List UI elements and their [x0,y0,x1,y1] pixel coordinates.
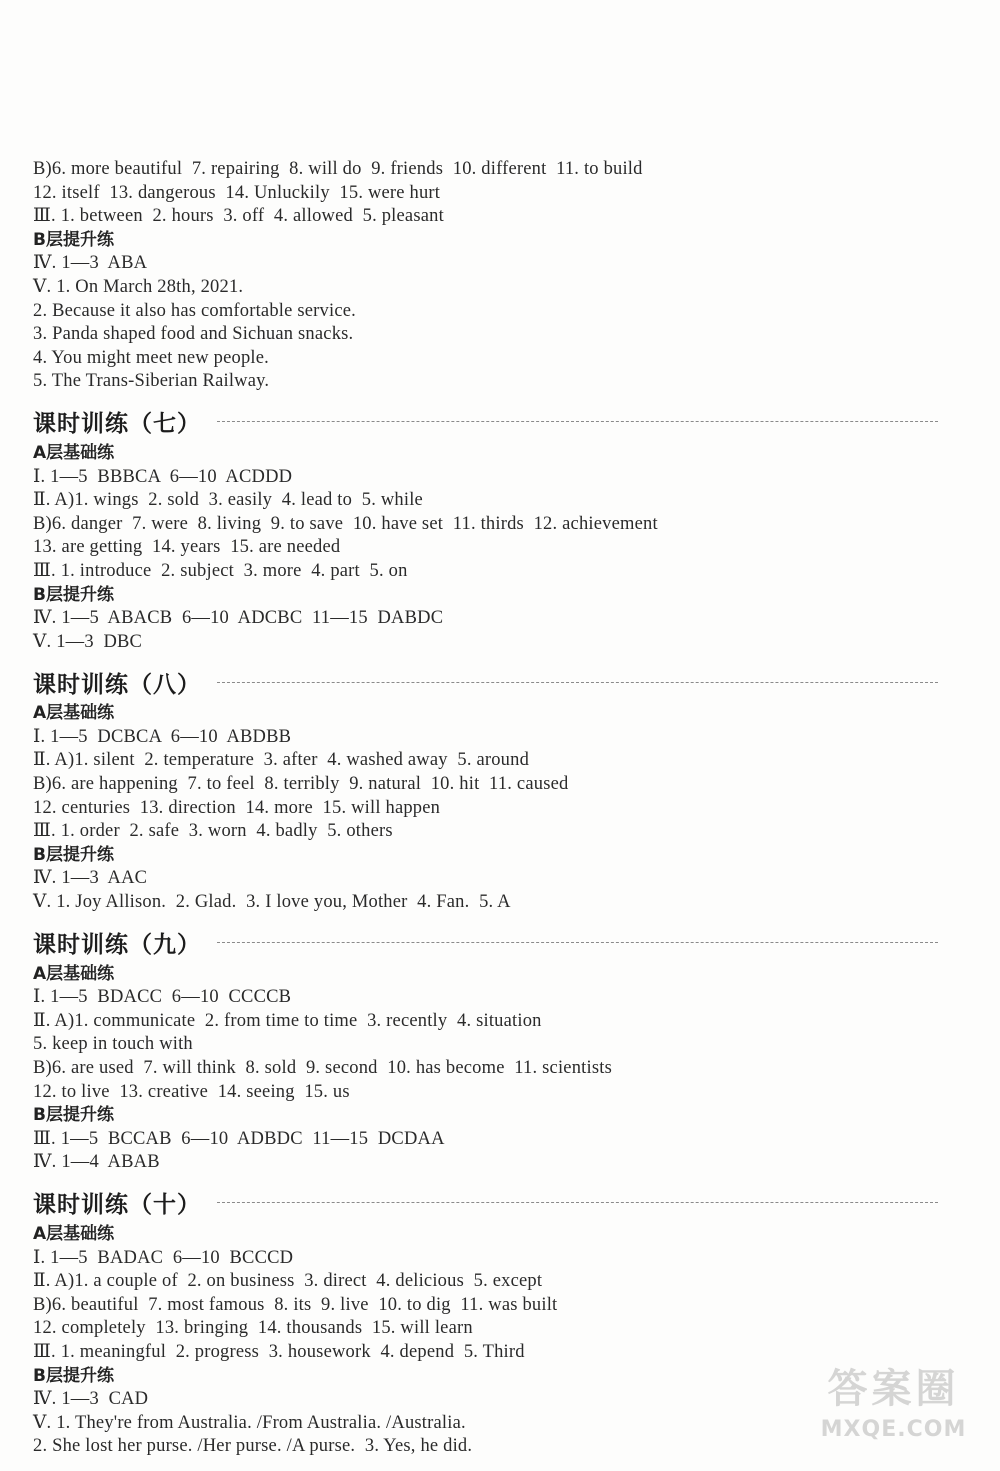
answer-line: Ⅲ. 1. between 2. hours 3. off 4. allowed 5. pleasant [33,206,444,227]
lesson-title: 课时训练（九） [33,932,201,959]
answer-line: 5. keep in touch with [33,1034,193,1055]
answer-line: Ⅴ. 1. They're from Australia. /From Australia. /Australia. [33,1412,466,1433]
answer-line: Ⅳ. 1—4 ABAB [33,1152,160,1173]
answer-line: Ⅰ. 1—5 BDACC 6—10 CCCCB [33,987,292,1008]
a-level-label: A层基础练 [33,442,115,463]
watermark-url: MXQE.COM [820,1417,967,1442]
answer-line: 4. You might meet new people. [33,347,270,368]
answer-line: Ⅲ. 1. meaningful 2. progress 3. housework 4. depend 5. Third [33,1341,525,1362]
answer-line: 2. She lost her purse. /Her purse. /A purse. 3. Yes, he did. [33,1436,473,1457]
b-level-label: B层提升练 [33,1105,114,1126]
b-level-label: B层提升练 [33,584,114,605]
top-block [33,158,938,394]
answer-line: Ⅳ. 1—3 AAC [33,868,148,889]
watermark-logo [801,1361,986,1461]
answer-line: 12. to live 13. creative 14. seeing 15. us [33,1081,350,1102]
a-level-label: A层基础练 [33,963,115,984]
answer-line: Ⅲ. 1. order 2. safe 3. worn 4. badly 5. others [33,821,393,842]
answer-line: Ⅰ. 1—5 BADAC 6—10 BCCCD [33,1247,294,1268]
answer-line: Ⅰ. 1—5 BBBCA 6—10 ACDDD [33,466,293,487]
lesson-8 [33,662,938,914]
a-level-label: A层基础练 [33,703,115,724]
lesson-title: 课时训练（十） [33,1192,201,1219]
answer-line: Ⅴ. 1. On March 28th, 2021. [33,276,244,297]
answer-line: B)6. are happening 7. to feel 8. terribly 9. natural 10. hit 11. caused [33,774,569,795]
answer-line: 12. completely 13. bringing 14. thousands 15. will learn [33,1318,473,1339]
answer-line: Ⅱ. A)1. communicate 2. from time to time 3. recently 4. situation [33,1010,542,1031]
lesson-7 [33,402,938,654]
answer-line: Ⅲ. 1. introduce 2. subject 3. more 4. part 5. on [33,560,408,581]
b-level-label: B层提升练 [33,844,114,865]
answer-line: 13. are getting 14. years 15. are needed [33,537,341,558]
lesson-title: 课时训练（七） [33,411,201,438]
answer-line: Ⅱ. A)1. a couple of 2. on business 3. direct 4. delicious 5. except [33,1271,543,1292]
answer-line: 12. centuries 13. direction 14. more 15. will happen [33,797,441,818]
dashed-divider [217,1202,938,1203]
a-level-label: A层基础练 [33,1223,115,1244]
answer-line: Ⅴ. 1—3 DBC [33,631,143,652]
answer-line: Ⅳ. 1—3 ABA [33,253,148,274]
answer-line: Ⅲ. 1—5 BCCAB 6—10 ADBDC 11—15 DCDAA [33,1128,445,1149]
watermark-logo-text: 答案圈 [827,1366,960,1412]
answer-line: Ⅱ. A)1. wings 2. sold 3. easily 4. lead to 5. while [33,490,423,511]
dashed-divider [217,421,938,422]
dashed-divider [217,682,938,683]
answer-line: Ⅳ. 1—3 CAD [33,1389,149,1410]
lesson-heading [33,923,938,963]
answer-line: 5. The Trans-Siberian Railway. [33,371,270,392]
answer-page [33,158,938,1459]
lesson-heading [33,662,938,702]
lesson-9 [33,923,938,1175]
answer-line: 12. itself 13. dangerous 14. Unluckily 15. were hurt [33,182,441,203]
answer-line: B)6. beautiful 7. most famous 8. its 9. live 10. to dig 11. was built [33,1294,558,1315]
answer-line: Ⅱ. A)1. silent 2. temperature 3. after 4. washed away 5. around [33,750,530,771]
answer-line: B)6. more beautiful 7. repairing 8. will do 9. friends 10. different 11. to build [33,159,643,179]
b-level-label: B层提升练 [33,1365,114,1386]
b-level-label: B层提升练 [33,229,114,250]
answer-line: B)6. danger 7. were 8. living 9. to save 10. have set 11. thirds 12. achievement [33,513,658,534]
answer-line: Ⅴ. 1. Joy Allison. 2. Glad. 3. I love you, Mother 4. Fan. 5. A [33,892,511,913]
lesson-title: 课时训练（八） [33,671,201,698]
answer-line: 3. Panda shaped food and Sichuan snacks. [33,324,354,345]
lesson-heading [33,402,938,442]
dashed-divider [217,942,938,943]
answer-line: 2. Because it also has comfortable service. [33,300,356,321]
lesson-heading [33,1183,938,1223]
answer-line: Ⅳ. 1—5 ABACB 6—10 ADCBC 11—15 DABDC [33,608,444,629]
answer-line: B)6. are used 7. will think 8. sold 9. second 10. has become 11. scientists [33,1058,612,1078]
answer-line: Ⅰ. 1—5 DCBCA 6—10 ABDBB [33,726,292,747]
